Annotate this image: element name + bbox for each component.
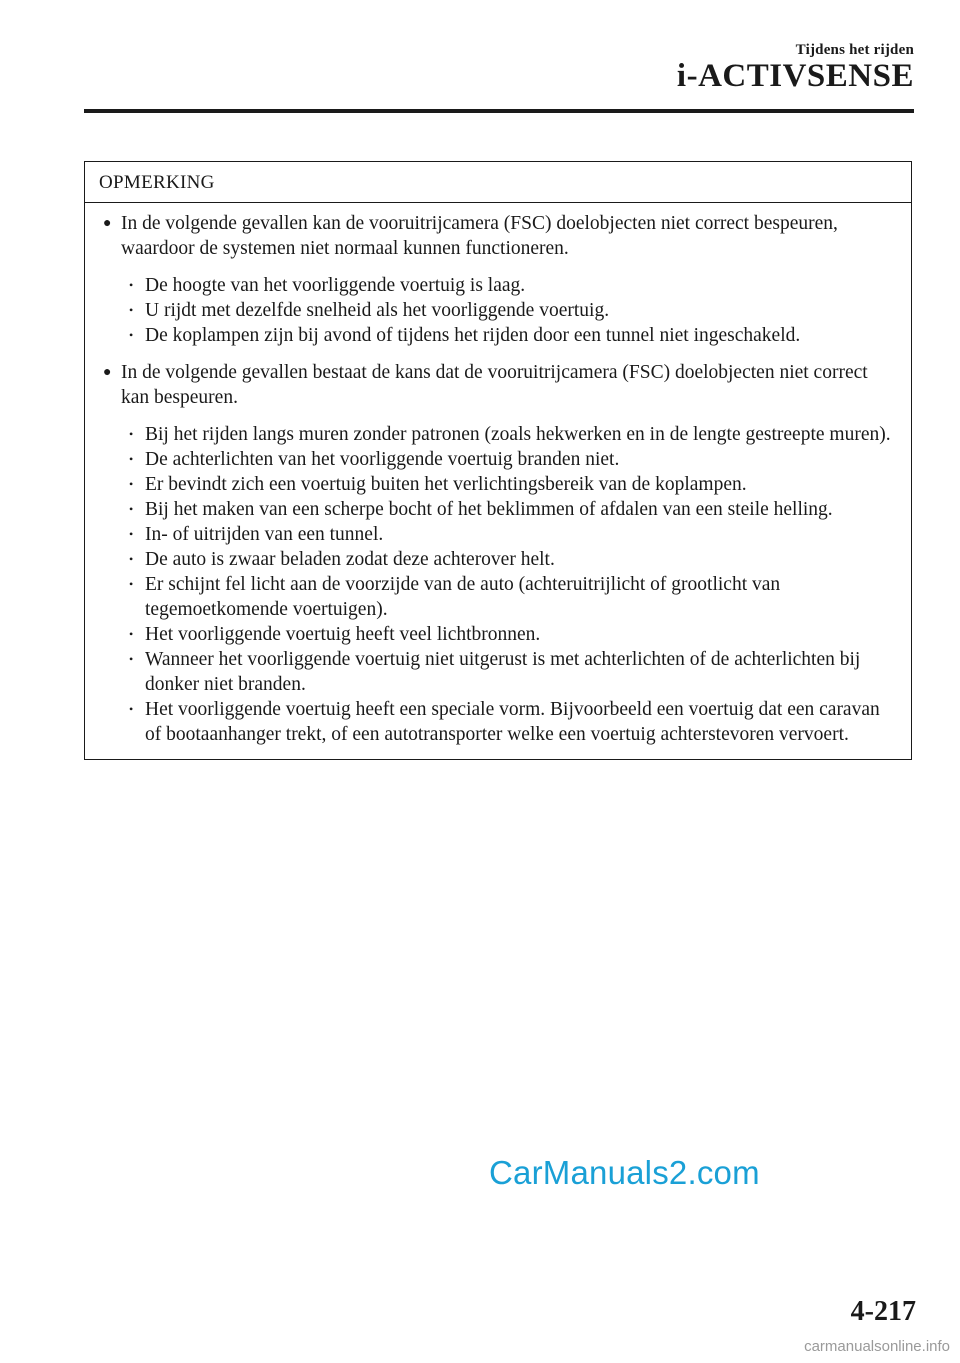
sub-item (127, 647, 893, 697)
sub-bullet-icon: • (129, 328, 134, 342)
sub-bullet-icon: • (129, 452, 134, 466)
sub-bullet-icon: • (129, 278, 134, 292)
sub-bullet-icon: • (129, 652, 134, 666)
note-item-text: In de volgende gevallen bestaat de kans dat de vooruitrijcamera (FSC) doelobjecten niet correct kan bespeuren. (121, 362, 868, 408)
sub-item (127, 522, 893, 547)
bullet-icon: ● (103, 365, 112, 380)
sub-item (127, 622, 893, 647)
watermark-logo: CarManuals2.com (489, 1154, 760, 1191)
sub-item (127, 497, 893, 522)
sub-item (127, 323, 893, 348)
sub-item-text: De koplampen zijn bij avond of tijdens het rijden door een tunnel niet ingeschakeld. (145, 325, 801, 346)
sub-item (127, 547, 893, 572)
sub-item-text: Het voorliggende voertuig heeft veel lichtbronnen. (145, 624, 541, 645)
sub-item-text: Wanneer het voorliggende voertuig niet uitgerust is met achterlichten of de achterlichten bij donker niet branden. (145, 649, 861, 695)
sub-item (127, 422, 893, 447)
sub-item (127, 273, 893, 298)
header-divider (84, 109, 914, 113)
sub-item-text: Bij het maken van een scherpe bocht of het beklimmen of afdalen van een steile helling. (145, 499, 833, 520)
note-box (84, 161, 912, 760)
sub-item-text: U rijdt met dezelfde snelheid als het voorliggende voertuig. (145, 300, 610, 321)
sub-item (127, 697, 893, 747)
page-title: i-ACTIVSENSE (676, 58, 914, 94)
sub-item-text: In- of uitrijden van een tunnel. (145, 524, 384, 545)
sub-item (127, 298, 893, 323)
sub-bullet-icon: • (129, 502, 134, 516)
sub-item-text: Het voorliggende voertuig heeft een speciale vorm. Bijvoorbeeld een voertuig dat een caravan of bootaanhanger trekt, of een autotransporter welke een voertuig achterstevoren vervoert. (145, 699, 880, 745)
sub-bullet-icon: • (129, 477, 134, 491)
sub-bullet-icon: • (129, 427, 134, 441)
note-title: OPMERKING (85, 162, 911, 203)
section-label: Tijdens het rijden (795, 42, 914, 58)
sub-item (127, 572, 893, 622)
sub-bullet-icon: • (129, 702, 134, 716)
bullet-icon: ● (103, 216, 112, 231)
sub-bullet-icon: • (129, 577, 134, 591)
sub-item-text: Bij het rijden langs muren zonder patronen (zoals hekwerken en in de lengte gestreepte muren). (145, 424, 891, 445)
sub-item-text: De hoogte van het voorliggende voertuig is laag. (145, 275, 526, 296)
sub-item-text: De auto is zwaar beladen zodat deze achterover helt. (145, 549, 555, 570)
note-item-text: In de volgende gevallen kan de vooruitrijcamera (FSC) doelobjecten niet correct bespeuren, waardoor de systemen niet normaal kunnen functioneren. (121, 213, 838, 259)
sub-list (121, 422, 893, 747)
note-item (99, 211, 893, 348)
sub-item (127, 447, 893, 472)
sub-bullet-icon: • (129, 552, 134, 566)
note-item (99, 360, 893, 747)
sub-item-text: Er bevindt zich een voertuig buiten het verlichtingsbereik van de koplampen. (145, 474, 747, 495)
note-body (85, 203, 911, 759)
sub-bullet-icon: • (129, 627, 134, 641)
page-number: 4-217 (850, 1296, 916, 1327)
sub-item-text: De achterlichten van het voorliggende voertuig branden niet. (145, 449, 620, 470)
sub-bullet-icon: • (129, 527, 134, 541)
sub-item (127, 472, 893, 497)
site-stamp: carmanualsonline.info (804, 1338, 950, 1355)
sub-item-text: Er schijnt fel licht aan de voorzijde van de auto (achteruitrijlicht of grootlicht van tegemoetkomende voertuigen). (145, 574, 781, 620)
sub-list (121, 273, 893, 348)
sub-bullet-icon: • (129, 303, 134, 317)
